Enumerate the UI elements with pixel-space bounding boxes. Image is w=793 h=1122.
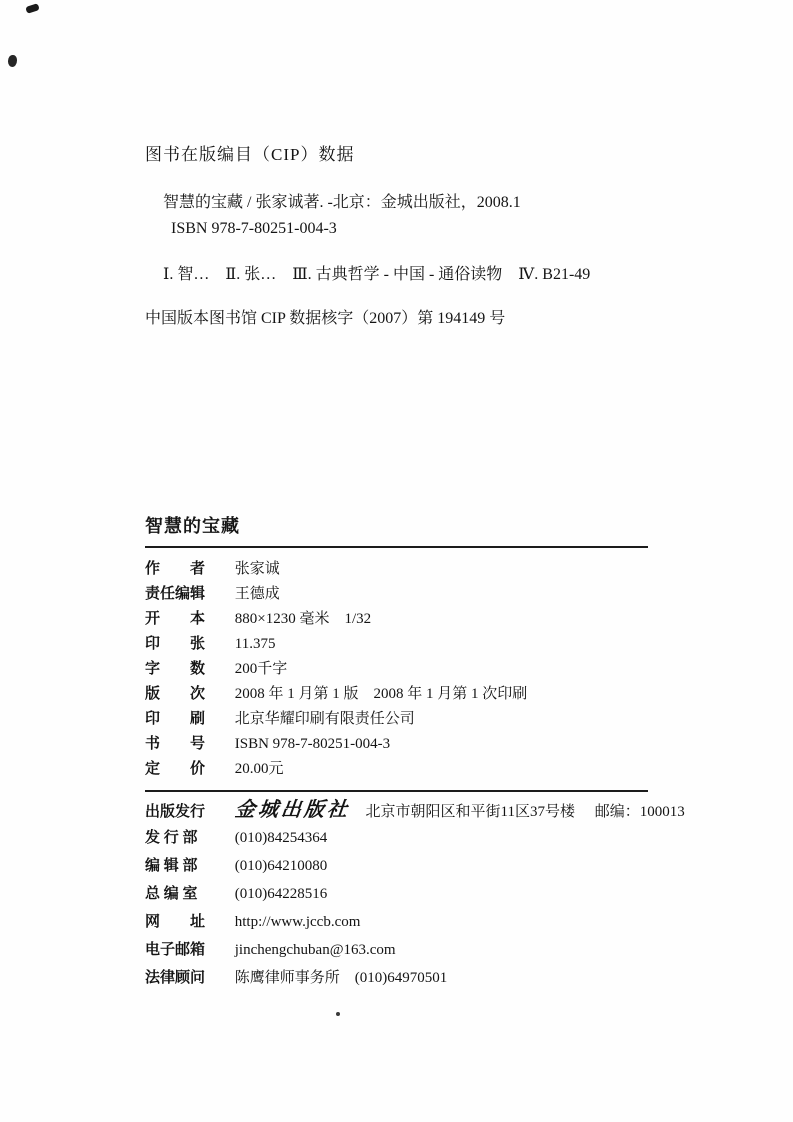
field-label: 开 本 (145, 611, 206, 627)
colophon-block (145, 512, 648, 792)
divider-rule (145, 790, 648, 792)
field-label: 总 编 室 (145, 886, 198, 902)
colophon-row (145, 657, 648, 682)
publisher-issuing-row (145, 796, 725, 824)
email-address: jinchengchuban@163.com (234, 942, 396, 958)
field-label: 法律顾问 (145, 970, 206, 986)
field-label: 印 张 (145, 636, 206, 652)
field-label: 定 价 (145, 761, 206, 777)
field-label: 版 次 (145, 686, 206, 702)
field-value: (010)64228516 (234, 886, 328, 902)
colophon-row (145, 682, 648, 707)
field-value: 20.00元 (234, 761, 284, 777)
colophon-rows (145, 557, 648, 782)
publisher-postcode: 邮编：100013 (594, 804, 685, 820)
colophon-row (145, 632, 648, 657)
field-label: 印 刷 (145, 711, 206, 727)
website-url: http://www.jccb.com (234, 914, 361, 930)
colophon-row (145, 607, 648, 632)
cip-heading: 图书在版编目（CIP）数据 (145, 145, 355, 164)
cip-classification: Ⅰ. 智… Ⅱ. 张… Ⅲ. 古典哲学 - 中国 - 通俗读物 Ⅳ. B21-49 (163, 266, 591, 283)
field-label: 书 号 (145, 736, 206, 752)
field-label: 责任编辑 (145, 586, 206, 602)
field-value: 2008 年 1 月第 1 版 2008 年 1 月第 1 次印刷 (234, 686, 528, 702)
book-title: 智慧的宝藏 (145, 516, 240, 536)
field-value: ISBN 978-7-80251-004-3 (234, 736, 391, 752)
cip-description: 智慧的宝藏 / 张家诚著. -北京：金城出版社，2008.1 (163, 194, 521, 211)
colophon-row (145, 732, 648, 757)
field-label: 作 者 (145, 561, 206, 577)
scan-artifact (336, 1012, 340, 1016)
field-value: 陈鹰律师事务所 (010)64970501 (234, 970, 448, 986)
colophon-row (145, 757, 648, 782)
field-value: 张家诚 (234, 561, 280, 577)
divider-rule (145, 546, 648, 548)
publisher-row (145, 852, 725, 880)
field-value: 北京华耀印刷有限责任公司 (234, 711, 415, 727)
field-label: 字 数 (145, 661, 206, 677)
colophon-row (145, 557, 648, 582)
colophon-row (145, 707, 648, 732)
scan-artifact (25, 3, 40, 14)
field-value: 880×1230 毫米 1/32 (234, 611, 372, 627)
field-value: 王德成 (234, 586, 280, 602)
field-value: (010)84254364 (234, 830, 328, 846)
field-label: 编 辑 部 (145, 858, 198, 874)
field-label: 发 行 部 (145, 830, 198, 846)
publisher-name-script: 金城出版社 (233, 799, 351, 821)
publisher-address: 北京市朝阳区和平街11区37号楼 (365, 804, 575, 820)
scan-artifact (8, 55, 17, 67)
publisher-row (145, 964, 725, 992)
publisher-block (145, 796, 725, 992)
field-value: 11.375 (234, 636, 276, 652)
field-label: 网 址 (145, 914, 206, 930)
field-value: 200千字 (234, 661, 288, 677)
cip-block (145, 140, 685, 328)
publisher-row (145, 824, 725, 852)
publisher-row (145, 908, 725, 936)
field-label: 电子邮箱 (145, 942, 206, 958)
cip-isbn: ISBN 978-7-80251-004-3 (171, 220, 337, 237)
field-value: (010)64210080 (234, 858, 328, 874)
publisher-row (145, 880, 725, 908)
cip-record-number: 中国版本图书馆 CIP 数据核字（2007）第 194149 号 (145, 310, 506, 327)
publisher-row (145, 936, 725, 964)
colophon-row (145, 582, 648, 607)
field-label: 出版发行 (145, 804, 206, 820)
